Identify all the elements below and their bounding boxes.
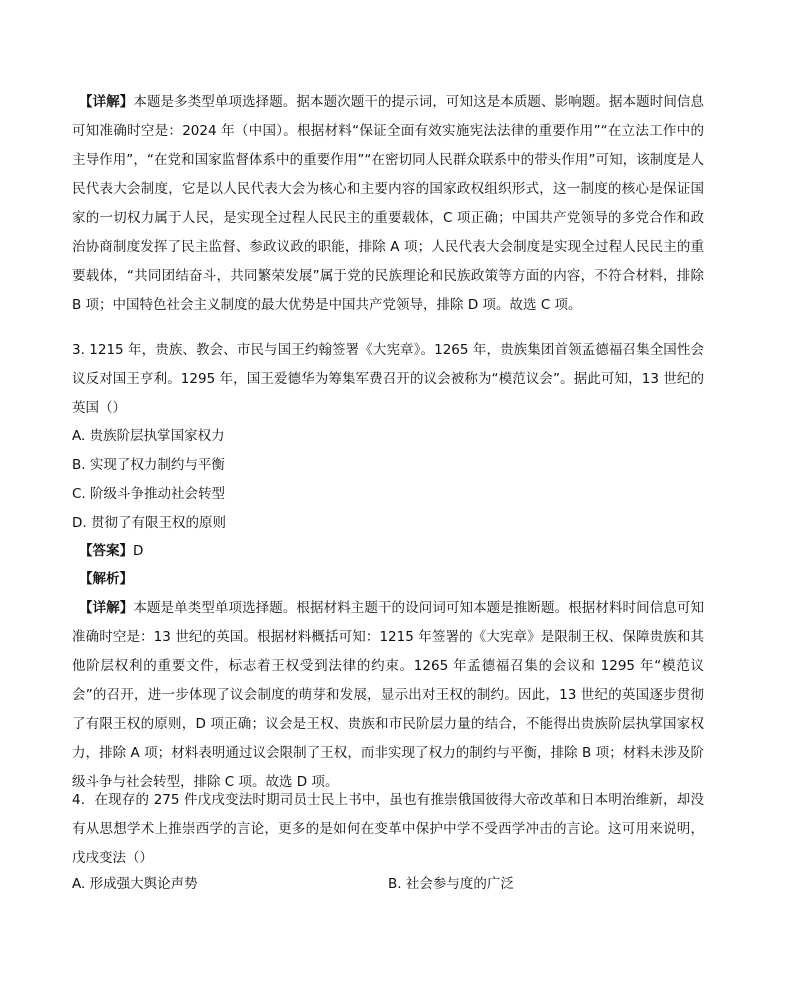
detail-text: 本题是多类型单项选择题。据本题次题干的提示词，可知这是本质题、影响题。据本题时间信息可知准确时空是：2024 年（中国）。根据材料“保证全面有效实施宪法法律的重要作用”“在立法工作中的主导作用”，“在党和国家监督体系中的重要作用”“在密切同人民群众联系中的带头作用”可知，该制度是人民代表大会制度，它是以人民代表大会为核心和主要内容的国家政权组织形式，这一制度的核心是保证国家的一切权力属于人民，是实现全过程人民民主的重要载体，C 项正确；中国共产党领导的多党合作和政治协商制度发挥了民主监督、参政议政的职能，排除 A 项；人民代表大会制度是实现全过程人民民主的重要载体，“共同团结奋斗，共同繁荣发展”属于党的民族理论和民族政策等方面的内容，不符合材料，排除 B 项；中国特色社会主义制度的最大优势是中国共产党领导，排除 D 项。故选 C 项。	[72, 94, 705, 313]
detail-text-q3: 本题是单类型单项选择题。根据材料主题干的设问词可知本题是推断题。根据材料时间信息可知准确时空是：13 世纪的英国。根据材料概括可知：1215 年签署的《大宪章》是限制王权、保障贵族和其他阶层权利的重要文件，标志着王权受到法律的约束。1265 年孟德福召集的会议和 1295 年“模范议会”的召开，进一步体现了议会制度的萌芽和发展，显示出对王权的制约。因此，13 世纪的英国逐步贯彻了有限王权的原则，D 项正确；议会是王权、贵族和市民阶层力量的结合，不能得出贵族阶层执掌国家权力，排除 A 项；材料表明通过议会限制了王权，而非实现了权力的制约与平衡，排除 B 项；材料未涉及阶级斗争与社会转型，排除 C 项。故选 D 项。	[72, 600, 705, 790]
question-3-option-d: D. 贯彻了有限王权的原则	[72, 515, 226, 531]
question-3-option-b: B. 实现了权力制约与平衡	[72, 457, 225, 473]
question-3-option-a: A. 贵族阶层执掌国家权力	[72, 428, 225, 444]
detail-paragraph-q2	[72, 88, 704, 320]
question-4-options	[72, 870, 704, 899]
answer-value: D	[133, 543, 144, 559]
detail-paragraph-q3	[72, 594, 704, 797]
question-3-answer	[72, 537, 704, 566]
question-3-analysis-heading	[72, 565, 704, 594]
question-3-stem: 3. 1215 年，贵族、教会、市民与国王约翰签署《大宪章》。1265 年，贵族集团首领孟德福召集全国性会议反对国王亨利。1295 年，国王爱德华为筹集军费召开的议会被称为“模范议会”。据此可知，13 世纪的英国（）	[72, 342, 704, 416]
question-4-option-a: A. 形成强大舆论声势	[72, 876, 198, 892]
question-3-option-c: C. 阶级斗争推动社会转型	[72, 486, 226, 502]
question-3-options	[72, 422, 704, 538]
analysis-tag: 【解析】	[79, 571, 133, 587]
question-4-option-b: B. 社会参与度的广泛	[388, 876, 514, 892]
answer-tag: 【答案】	[79, 543, 133, 559]
detail-tag: 【详解】	[79, 94, 134, 110]
question-4-stem: 4．在现存的 275 件戊戌变法时期司员士民上书中，虽也有推崇俄国彼得大帝改革和日本明治维新，却没有从思想学术上推崇西学的言论，更多的是如何在变革中保护中学不受西学冲击的言论。这可用来说明，戊戌变法（）	[72, 792, 704, 866]
detail-tag-q3: 【详解】	[79, 600, 134, 616]
